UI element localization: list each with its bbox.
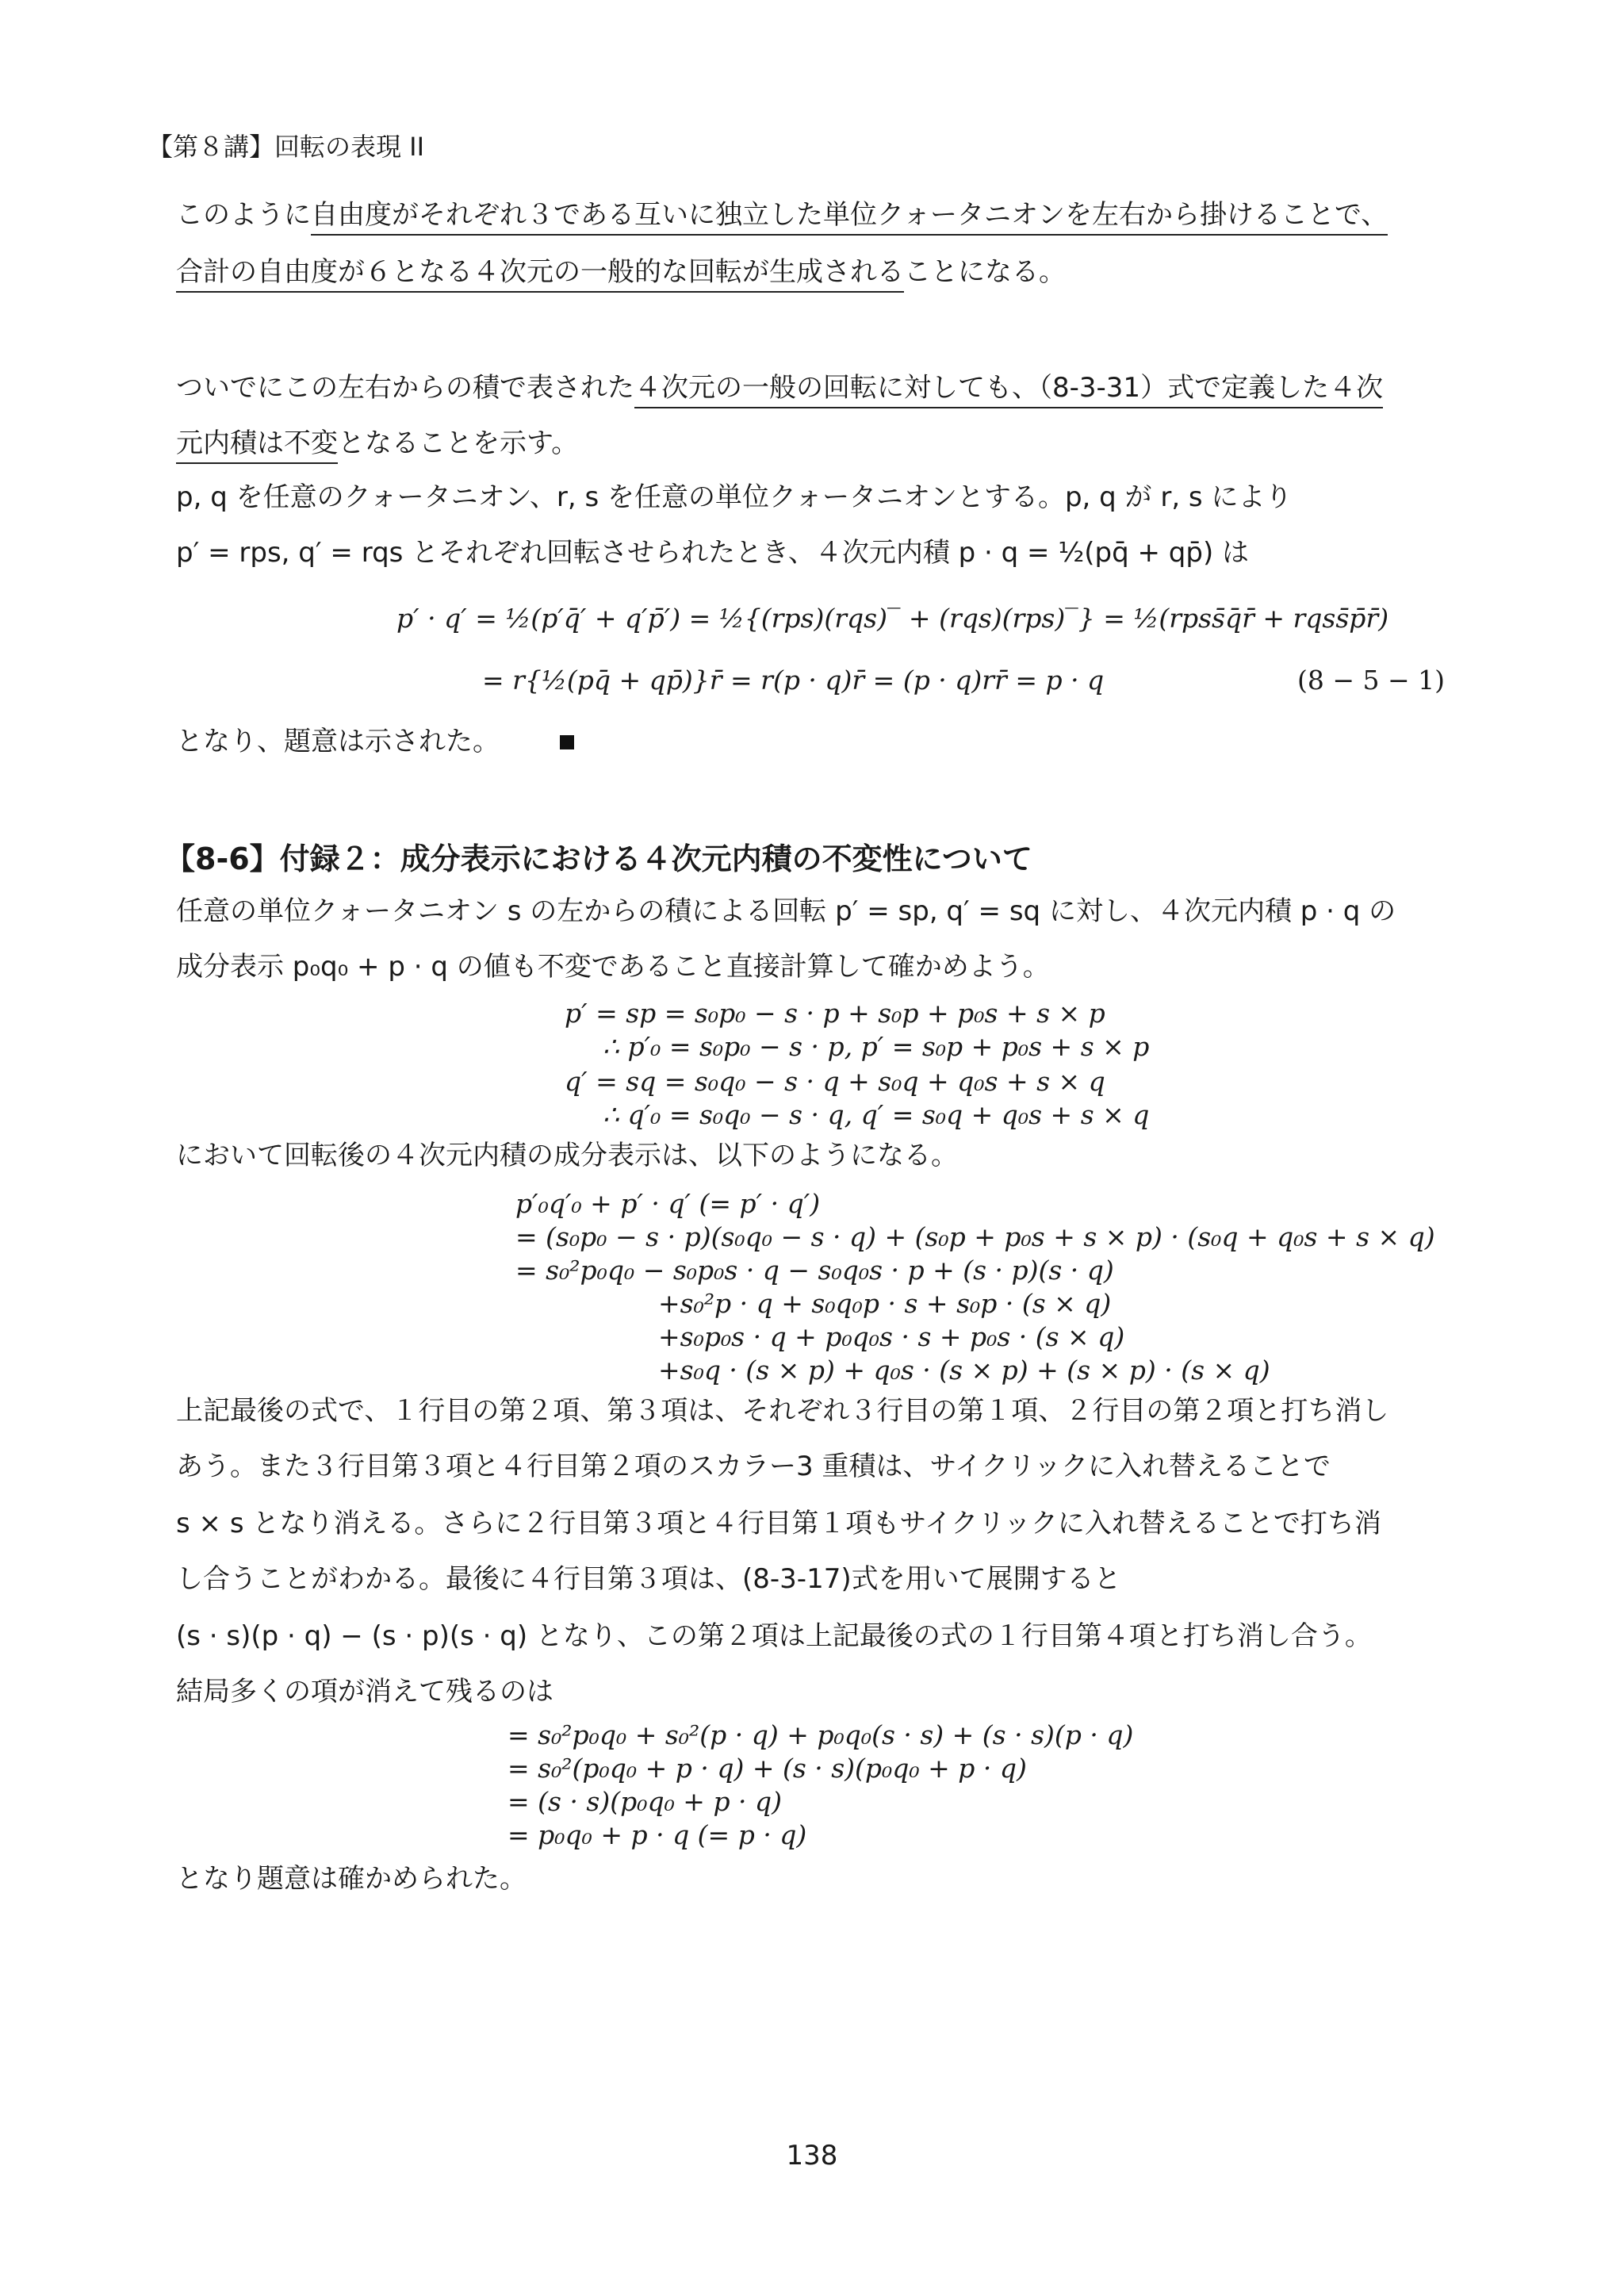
eq-8-5-1-line2: = r{½(pq̄ + qp̄)}r̄ = r(p · q)r̄ = (p · q)rr̄ = p · q: [482, 665, 1105, 696]
eq-block1-line1: p′ = sp = s₀p₀ − s · p + s₀p + p₀s + s × p: [565, 998, 1105, 1029]
para2-line2-underlined: 元内積は不変: [176, 427, 338, 464]
para1-line1-underlined: 自由度がそれぞれ３である互いに独立した単位クォータニオンを左右から掛けることで、: [311, 199, 1388, 236]
eq-block3-line4: = p₀q₀ + p · q (= p · q): [508, 1819, 807, 1850]
para2-line4: p′ = rps, q′ = rqs とそれぞれ回転させられたとき、４次元内積 p · q = ½(pq̄ + qp̄) は: [176, 537, 1250, 569]
eq-block1-line4: ∴ q′₀ = s₀q₀ − s · q, q′ = s₀q + q₀s + s × q: [603, 1099, 1150, 1130]
eq-block2-line1: p′₀q′₀ + p′ · q′ (= p′ · q′): [515, 1188, 821, 1219]
eq-8-5-1-tag: (8 − 5 − 1): [1297, 665, 1445, 696]
para1-line1-pre: このように: [176, 199, 311, 231]
eq-block1-line2: ∴ p′₀ = s₀p₀ − s · p, p′ = s₀p + p₀s + s × p: [603, 1031, 1150, 1062]
para5-line6: 結局多くの項が消えて残るのは: [176, 1676, 553, 1708]
para3-line2: 成分表示 p₀q₀ + p · q の値も不変であること直接計算して確かめよう。: [176, 951, 1050, 983]
eq-block2-line2: = (s₀p₀ − s · p)(s₀q₀ − s · q) + (s₀p + p₀s + s × p) · (s₀q + q₀s + s × q): [515, 1221, 1435, 1252]
para5-line4: し合うことがわかる。最後に４行目第３項は、(8-3-17)式を用いて展開すると: [176, 1563, 1121, 1595]
para5-line2: あう。また３行目第３項と４行目第２項のスカラー3 重積は、サイクリックに入れ替えることで: [176, 1451, 1331, 1482]
eq-block3-line2: = s₀²(p₀q₀ + p · q) + (s · s)(p₀q₀ + p · q): [508, 1753, 1027, 1784]
section-title: 【8-6】付録２：成分表示における４次元内積の不変性について: [165, 841, 1032, 876]
eq-block2-line3: = s₀²p₀q₀ − s₀p₀s · q − s₀q₀s · p + (s · p)(s · q): [515, 1255, 1114, 1286]
para2-line1-underlined: ４次元の一般の回転に対しても、（8-3-31）式で定義した４次: [634, 372, 1383, 408]
eq-block3-line3: = (s · s)(p₀q₀ + p · q): [508, 1786, 783, 1817]
para1-line2: [176, 254, 1066, 290]
qed-square-icon: [560, 735, 574, 749]
para2-line2: [176, 425, 578, 462]
eq-8-5-1-line1: p′ · q′ = ½(p′q̄′ + q′p̄′) = ½{(rps)(rqs)‾ + (rqs)(rps)‾} = ½(rpss̄q̄r̄ + rqss̄p̄r̄): [396, 603, 1389, 634]
page-number: 138: [786, 2140, 838, 2171]
para5-line5: (s · s)(p · q) − (s · p)(s · q) となり、この第２項は上記最後の式の１行目第４項と打ち消し合う。: [176, 1620, 1372, 1652]
page-header: 【第８講】回転の表現 II: [147, 132, 425, 162]
para2-line2-post: となることを示す。: [338, 427, 579, 459]
para4: において回転後の４次元内積の成分表示は、以下のようになる。: [176, 1140, 958, 1171]
para2-line1-pre: ついでにこの左右からの積で表された: [176, 372, 634, 404]
eq-block3-line1: = s₀²p₀q₀ + s₀²(p · q) + p₀q₀(s · s) + (s · s)(p · q): [508, 1719, 1134, 1750]
para1-line1: [176, 197, 1388, 233]
para3-line1: 任意の単位クォータニオン s の左からの積による回転 p′ = sp, q′ = sq に対し、４次元内積 p · q の: [176, 895, 1396, 927]
para2-line1: [176, 370, 1383, 406]
eq-block2-line6: +s₀q · (s × p) + q₀s · (s × p) + (s × p) · (s × q): [658, 1355, 1270, 1386]
conclusion-1: となり、題意は示された。: [176, 726, 500, 757]
para1-line2-post: ことになる。: [904, 256, 1066, 288]
eq-block2-line5: +s₀p₀s · q + p₀q₀s · s + p₀s · (s × q): [658, 1321, 1125, 1352]
eq-block2-line4: +s₀²p · q + s₀q₀p · s + s₀p · (s × q): [658, 1288, 1112, 1319]
para1-line2-underlined: 合計の自由度が６となる４次元の一般的な回転が生成される: [176, 256, 904, 293]
para5-line1: 上記最後の式で、１行目の第２項、第３項は、それぞれ３行目の第１項、２行目の第２項と打ち消し: [176, 1395, 1389, 1427]
para2-line3: p, q を任意のクォータニオン、r, s を任意の単位クォータニオンとする。p, q が r, s により: [176, 481, 1293, 513]
eq-block1-line3: q′ = sq = s₀q₀ − s · q + s₀q + q₀s + s × q: [565, 1066, 1105, 1097]
para5-line3: s × s となり消える。さらに２行目第３項と４行目第１項もサイクリックに入れ替えることで打ち消: [176, 1508, 1381, 1539]
conclusion-2: となり題意は確かめられた。: [176, 1863, 527, 1895]
